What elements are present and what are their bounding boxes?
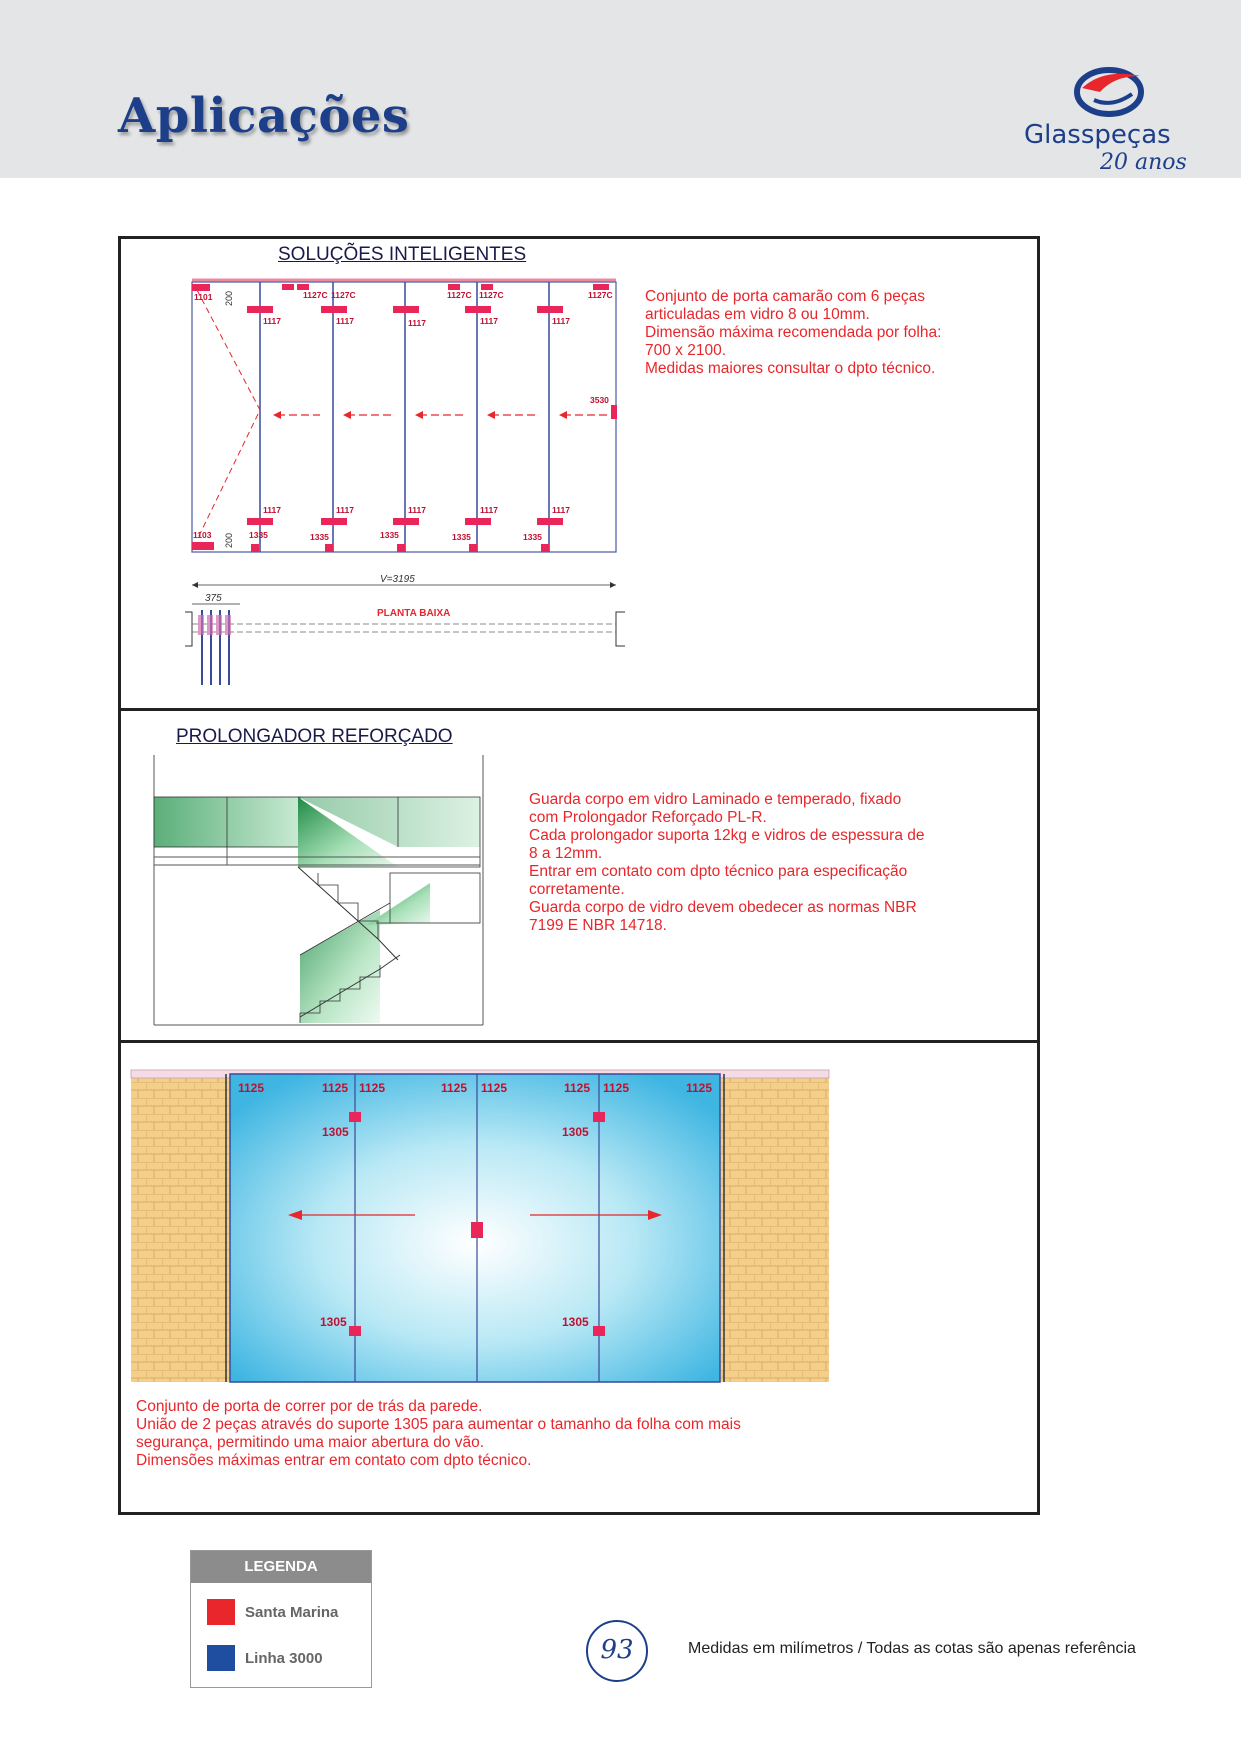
description-line: Entrar em contato com dpto técnico para especificação [529,863,908,880]
red-swatch [207,1599,235,1625]
blue-swatch [207,1645,235,1671]
sliding-door-drawing [130,1066,830,1384]
description-line: União de 2 peças através do suporte 1305 para aumentar o tamanho da folha com mais [136,1416,741,1433]
legend-title: LEGENDA [191,1551,371,1583]
label-1125: 1125 [441,1081,468,1095]
legend [190,1550,372,1688]
legend-item [207,1645,323,1671]
label-1117: 1117 [552,505,570,515]
legend-label: Santa Marina [245,1603,339,1621]
label-1335: 1335 [380,530,399,540]
stair-railing-drawing [150,755,490,1030]
folding-door-drawing [185,270,625,690]
label-1117: 1117 [336,316,354,326]
footer-note: Medidas em milímetros / Todas as cotas são apenas referência [688,1640,1136,1657]
legend-label: Linha 3000 [245,1649,323,1667]
description-line: Guarda corpo de vidro devem obedecer as normas NBR [529,899,917,916]
label-1305: 1305 [320,1315,347,1329]
label-1125: 1125 [359,1081,386,1095]
label-1127c: 1127C [331,290,356,300]
dim-200: 200 [224,532,234,548]
label-1125: 1125 [603,1081,630,1095]
description-line: 8 a 12mm. [529,845,603,862]
label-1117: 1117 [336,505,354,515]
section2-description [529,791,925,935]
label-1127c: 1127C [303,290,328,300]
label-1127c: 1127C [588,290,613,300]
description-line: Conjunto de porta camarão com 6 peças [645,288,926,305]
label-3530: 3530 [590,395,609,405]
dim-width: V=3195 [380,574,415,585]
label-1127c: 1127C [479,290,504,300]
label-1305: 1305 [562,1125,589,1139]
description-line: segurança, permitindo uma maior abertura do vão. [136,1434,485,1451]
section3-description [136,1398,741,1470]
description-line: Guarda corpo em vidro Laminado e temperado, fixado [529,791,902,808]
label-1125: 1125 [322,1081,349,1095]
label-1335: 1335 [310,532,329,542]
description-line: Medidas maiores consultar o dpto técnico. [645,360,936,377]
label-1117: 1117 [408,318,426,328]
label-1335: 1335 [249,530,268,540]
label-1117: 1117 [263,316,281,326]
label-1125: 1125 [238,1081,265,1095]
section-divider [118,708,1040,711]
description-line: 7199 E NBR 14718. [529,917,667,934]
label-1335: 1335 [523,532,542,542]
description-line: Dimensões máximas entrar em contato com dpto técnico. [136,1452,532,1469]
label-1305: 1305 [562,1315,589,1329]
label-1125: 1125 [564,1081,591,1095]
description-line: articuladas em vidro 8 ou 10mm. [645,306,870,323]
label-1117: 1117 [263,505,281,515]
section-divider [118,1040,1040,1043]
label-1117: 1117 [480,505,498,515]
label-1305: 1305 [322,1125,349,1139]
page-title: Aplicações [118,88,410,144]
description-line: corretamente. [529,881,625,898]
page-number: 93 [586,1620,648,1682]
description-line: Conjunto de porta de correr por de trás da parede. [136,1398,483,1415]
label-1127c: 1127C [447,290,472,300]
plan-title: PLANTA BAIXA [377,608,451,619]
description-line: 700 x 2100. [645,342,727,359]
label-1101: 1101 [194,292,213,302]
description-line: Cada prolongador suporta 12kg e vidros de espessura de [529,827,925,844]
section2-title: PROLONGADOR REFORÇADO [176,726,453,747]
label-1335: 1335 [452,532,471,542]
label-1117: 1117 [408,505,426,515]
label-1117: 1117 [552,316,570,326]
legend-item [207,1599,338,1625]
section1-description [645,288,941,378]
label-1103: 1103 [193,530,212,540]
section1-title: SOLUÇÕES INTELIGENTES [278,244,527,265]
description-line: Dimensão máxima recomendada por folha: [645,324,942,341]
label-1125: 1125 [481,1081,508,1095]
label-1117: 1117 [480,316,498,326]
label-1125: 1125 [686,1081,713,1095]
dim-200: 200 [224,290,234,306]
logo-name: Glasspeças [1024,120,1171,150]
logo-years: 20 anos [1100,150,1187,175]
description-line: com Prolongador Reforçado PL-R. [529,809,767,826]
dim-375: 375 [205,593,222,604]
